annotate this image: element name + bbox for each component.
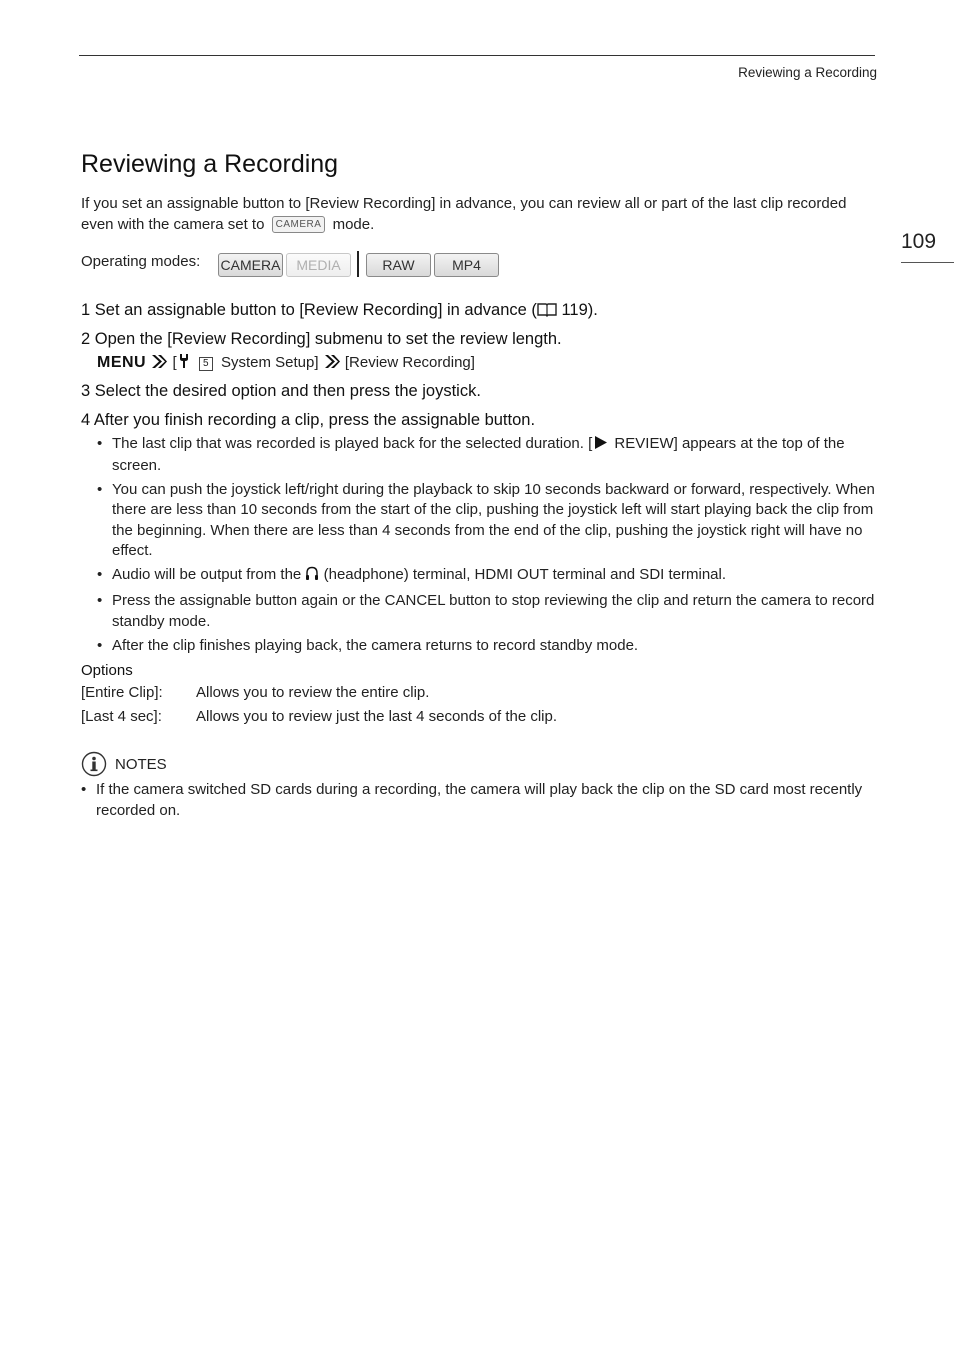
bullet-text: The last clip that was recorded is played back for the selected duration. [ [112, 435, 593, 452]
book-ref-icon [537, 301, 557, 323]
page-number: 109 [901, 230, 937, 253]
step-2 [81, 328, 562, 350]
bullet-text: (headphone) terminal, HDMI OUT terminal and SDI terminal. [319, 566, 726, 583]
menu-label: MENU [97, 354, 147, 371]
step-4-bullets [97, 434, 875, 660]
step-1 [81, 299, 598, 323]
intro-text-end: mode. [332, 216, 375, 233]
wrench-icon [177, 353, 191, 376]
step-3 [81, 380, 481, 402]
notes-heading: NOTES [115, 756, 167, 773]
list-item [97, 565, 875, 588]
list-item [97, 636, 875, 657]
page-title: Reviewing a Recording [81, 150, 339, 178]
page-ref: 119). [561, 301, 598, 319]
menu-open-bracket: [ [172, 354, 177, 371]
step-4 [81, 409, 535, 431]
list-item [81, 780, 873, 821]
step-number: 1 [81, 301, 91, 319]
header-rule [79, 55, 875, 56]
option-desc-entire-clip: Allows you to review the entire clip. [196, 684, 430, 701]
mode-chip-media: MEDIA [286, 253, 351, 277]
bullet-text: Audio will be output from the [112, 566, 306, 583]
menu-system-setup: System Setup] [220, 354, 319, 371]
bullet-text: Press the assignable button again or the CANCEL button to stop reviewing the clip and return the camera to record standby mode. [112, 592, 875, 630]
operating-modes-label: Operating modes: [81, 253, 201, 270]
bullet-text: After the clip finishes playing back, the camera returns to record standby mode. [112, 636, 639, 654]
play-icon [594, 435, 608, 456]
step-text: Set an assignable button to [Review Recording] in advance ( [94, 301, 537, 319]
headphone-icon [305, 566, 319, 588]
step-text: Select the desired option and then press the joystick. [94, 382, 481, 400]
list-item [97, 434, 875, 476]
info-icon [81, 751, 107, 777]
option-desc-last-4-sec: Allows you to review just the last 4 seconds of the clip. [196, 708, 558, 725]
list-item [97, 591, 875, 632]
mode-chip-mp4: MP4 [434, 253, 499, 277]
menu-review-recording: [Review Recording] [344, 354, 475, 371]
bullet-text: REVIEW] appears at the top of the screen. [112, 435, 845, 474]
note-text: If the camera switched SD cards during a recording, the camera will play back the clip on the SD card most recently recorded on. [96, 781, 863, 819]
step-text: Open the [Review Recording] submenu to set the review length. [94, 330, 562, 348]
options-heading: Options [81, 662, 133, 679]
step-text: After you finish recording a clip, press the assignable button. [93, 411, 536, 429]
running-header: Reviewing a Recording [738, 65, 877, 80]
intro-paragraph [81, 193, 871, 235]
menu-path [97, 352, 475, 376]
mode-chip-raw: RAW [366, 253, 431, 277]
list-item [97, 480, 875, 562]
step-number: 3 [81, 382, 91, 400]
intro-text: If you set an assignable button to [Review Recording] in advance, you can review all or part of the last clip recorded even with the camera set to [81, 195, 847, 233]
step-number: 2 [81, 330, 91, 348]
camera-mode-chip: CAMERA [272, 216, 326, 233]
page-number-rule [901, 262, 954, 263]
double-chevron-icon [323, 354, 341, 376]
option-key-entire-clip: [Entire Clip]: [81, 684, 163, 701]
mode-chip-camera: CAMERA [218, 253, 283, 277]
step-number: 4 [81, 411, 91, 429]
double-chevron-icon [150, 354, 168, 376]
mode-separator [357, 251, 359, 277]
bullet-text: You can push the joystick left/right during the playback to skip 10 seconds backward or forward, respectively. When there are less than 10 seconds from the start of the clip, pushing the joystick left will start playing back the clip from the beginning. When there are less than 4 seconds from the end of the clip, pushing the joystick right will have no effect. [112, 480, 875, 559]
tab-number: 5 [199, 357, 213, 371]
option-key-last-4-sec: [Last 4 sec]: [81, 708, 162, 725]
notes-list [81, 780, 873, 825]
